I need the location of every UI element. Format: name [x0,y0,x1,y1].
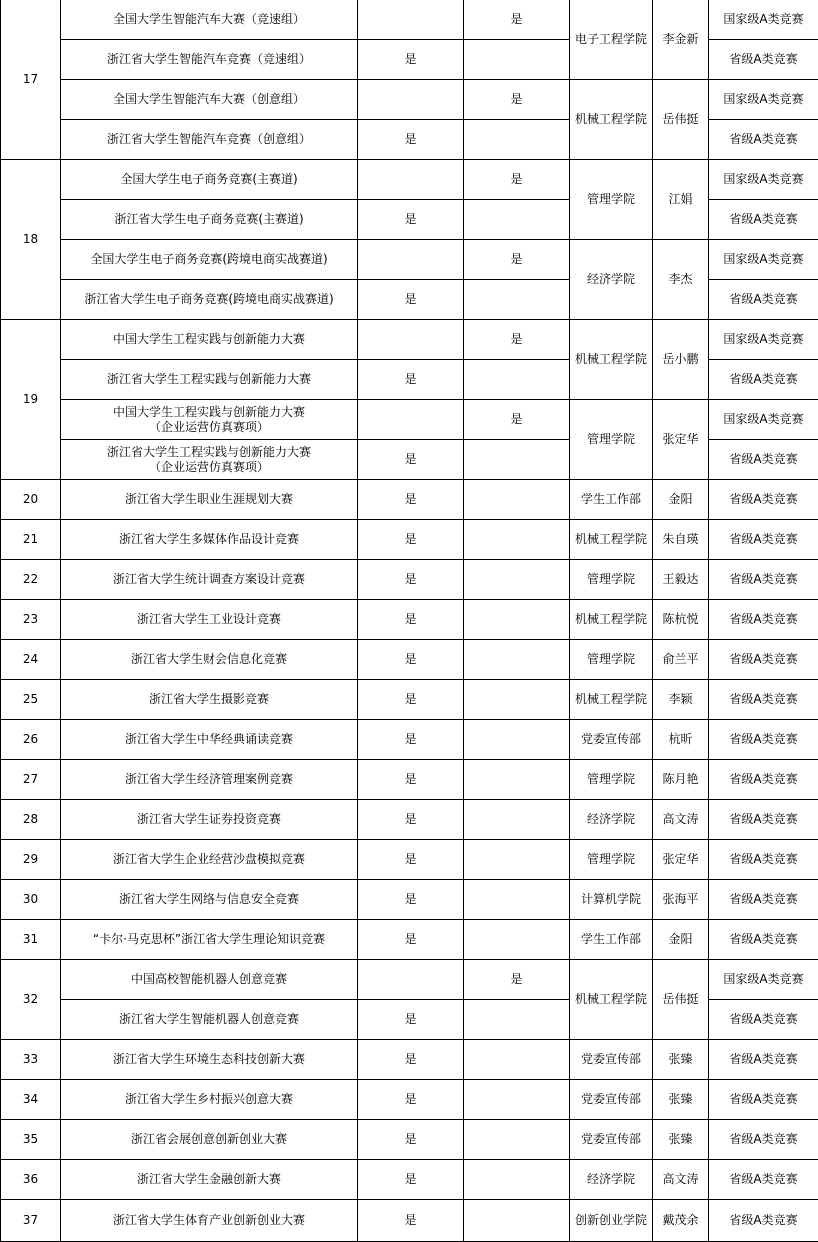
table-row [1,720,818,760]
competition-level: 国家级A类竞赛 [709,400,818,440]
competition-level: 省级A类竞赛 [709,640,818,680]
row-number: 20 [1,480,61,520]
competition-name: 浙江省大学生环境生态科技创新大赛 [61,1040,358,1080]
row-number: 37 [1,1200,61,1242]
table-row [1,1160,818,1200]
provincial-mark: 是 [358,120,464,160]
national-mark [464,840,570,880]
competition-name: 全国大学生智能汽车大赛（创意组） [61,80,358,120]
competition-level: 省级A类竞赛 [709,800,818,840]
provincial-mark: 是 [358,1200,464,1242]
person-in-charge: 岳伟挺 [653,80,709,160]
provincial-mark: 是 [358,200,464,240]
national-mark [464,920,570,960]
provincial-mark: 是 [358,40,464,80]
competition-name: 浙江省大学生网络与信息安全竞赛 [61,880,358,920]
provincial-mark: 是 [358,920,464,960]
competition-name: 中国大学生工程实践与创新能力大赛 （企业运营仿真赛项） [61,400,358,440]
competition-name: 浙江省大学生电子商务竞赛(主赛道) [61,200,358,240]
person-in-charge: 张臻 [653,1120,709,1160]
provincial-mark: 是 [358,840,464,880]
row-number: 18 [1,160,61,320]
table-row [1,1120,818,1160]
provincial-mark: 是 [358,1080,464,1120]
row-number: 22 [1,560,61,600]
provincial-mark: 是 [358,760,464,800]
national-mark: 是 [464,240,570,280]
table-row [1,320,818,360]
table-row [1,1200,818,1242]
organizing-unit: 管理学院 [570,840,653,880]
table-row [1,520,818,560]
competition-level: 省级A类竞赛 [709,1000,818,1040]
competition-level: 省级A类竞赛 [709,1120,818,1160]
competition-level: 国家级A类竞赛 [709,960,818,1000]
provincial-mark: 是 [358,440,464,480]
competition-level: 省级A类竞赛 [709,840,818,880]
person-in-charge: 陈月艳 [653,760,709,800]
competition-level: 国家级A类竞赛 [709,240,818,280]
provincial-mark: 是 [358,1000,464,1040]
competition-level: 省级A类竞赛 [709,1200,818,1242]
national-mark [464,440,570,480]
person-in-charge: 张定华 [653,400,709,480]
competition-name: 浙江省大学生企业经营沙盘模拟竞赛 [61,840,358,880]
table-row [1,0,818,40]
row-number: 29 [1,840,61,880]
competition-name: 浙江省大学生工业设计竞赛 [61,600,358,640]
competition-name: 浙江省大学生工程实践与创新能力大赛 [61,360,358,400]
table-row [1,600,818,640]
competition-name: 浙江省大学生证券投资竞赛 [61,800,358,840]
row-number: 19 [1,320,61,480]
competition-name: 浙江省大学生体育产业创新创业大赛 [61,1200,358,1242]
table-row [1,560,818,600]
competition-level: 省级A类竞赛 [709,560,818,600]
provincial-mark: 是 [358,720,464,760]
person-in-charge: 俞兰平 [653,640,709,680]
competition-name: 中国大学生工程实践与创新能力大赛 [61,320,358,360]
organizing-unit: 经济学院 [570,240,653,320]
competition-level: 省级A类竞赛 [709,480,818,520]
row-number: 24 [1,640,61,680]
provincial-mark [358,160,464,200]
competition-level: 省级A类竞赛 [709,120,818,160]
row-number: 35 [1,1120,61,1160]
competition-name: 浙江省会展创意创新创业大赛 [61,1120,358,1160]
organizing-unit: 党委宣传部 [570,1120,653,1160]
row-number: 36 [1,1160,61,1200]
competition-level: 省级A类竞赛 [709,280,818,320]
national-mark [464,640,570,680]
row-number: 21 [1,520,61,560]
organizing-unit: 计算机学院 [570,880,653,920]
person-in-charge: 张臻 [653,1040,709,1080]
row-number: 27 [1,760,61,800]
table-row [1,880,818,920]
competition-name: 浙江省大学生经济管理案例竞赛 [61,760,358,800]
person-in-charge: 张定华 [653,840,709,880]
organizing-unit: 机械工程学院 [570,520,653,560]
person-in-charge: 李金新 [653,0,709,80]
table-row [1,920,818,960]
person-in-charge: 高文涛 [653,800,709,840]
organizing-unit: 管理学院 [570,760,653,800]
person-in-charge: 陈杭悦 [653,600,709,640]
competition-name: 浙江省大学生工程实践与创新能力大赛 （企业运营仿真赛项） [61,440,358,480]
table-row [1,80,818,120]
table-row [1,160,818,200]
provincial-mark [358,240,464,280]
national-mark: 是 [464,80,570,120]
provincial-mark [358,80,464,120]
organizing-unit: 党委宣传部 [570,1080,653,1120]
competition-level: 省级A类竞赛 [709,1080,818,1120]
national-mark: 是 [464,0,570,40]
national-mark [464,680,570,720]
person-in-charge: 高文涛 [653,1160,709,1200]
national-mark: 是 [464,960,570,1000]
national-mark [464,200,570,240]
national-mark [464,520,570,560]
national-mark [464,1000,570,1040]
provincial-mark: 是 [358,480,464,520]
competition-name: 浙江省大学生电子商务竞赛(跨境电商实战赛道) [61,280,358,320]
competition-name: 浙江省大学生职业生涯规划大赛 [61,480,358,520]
national-mark [464,600,570,640]
competition-name: 浙江省大学生智能汽车竞赛（竞速组） [61,40,358,80]
organizing-unit: 创新创业学院 [570,1200,653,1242]
national-mark [464,560,570,600]
national-mark: 是 [464,400,570,440]
competition-table-body [1,0,818,1242]
competition-name: 浙江省大学生财会信息化竞赛 [61,640,358,680]
provincial-mark: 是 [358,600,464,640]
provincial-mark: 是 [358,1120,464,1160]
competition-name: 浙江省大学生金融创新大赛 [61,1160,358,1200]
organizing-unit: 管理学院 [570,640,653,680]
national-mark [464,40,570,80]
national-mark [464,800,570,840]
provincial-mark: 是 [358,520,464,560]
competition-level: 省级A类竞赛 [709,1160,818,1200]
competition-level: 国家级A类竞赛 [709,320,818,360]
person-in-charge: 岳伟挺 [653,960,709,1040]
person-in-charge: 金阳 [653,480,709,520]
national-mark [464,720,570,760]
provincial-mark: 是 [358,1040,464,1080]
competition-name: 浙江省大学生中华经典诵读竞赛 [61,720,358,760]
organizing-unit: 机械工程学院 [570,80,653,160]
competition-name: 全国大学生智能汽车大赛（竞速组） [61,0,358,40]
organizing-unit: 管理学院 [570,560,653,600]
competition-name: 浙江省大学生智能汽车竞赛（创意组） [61,120,358,160]
provincial-mark: 是 [358,1160,464,1200]
national-mark [464,280,570,320]
organizing-unit: 管理学院 [570,160,653,240]
provincial-mark [358,0,464,40]
table-row [1,1080,818,1120]
national-mark [464,1120,570,1160]
competition-level: 国家级A类竞赛 [709,80,818,120]
provincial-mark [358,960,464,1000]
competition-name: 浙江省大学生智能机器人创意竞赛 [61,1000,358,1040]
national-mark [464,1200,570,1242]
competition-name: 全国大学生电子商务竞赛(跨境电商实战赛道) [61,240,358,280]
organizing-unit: 党委宣传部 [570,720,653,760]
table-row [1,760,818,800]
person-in-charge: 李颖 [653,680,709,720]
competition-level: 省级A类竞赛 [709,920,818,960]
row-number: 28 [1,800,61,840]
national-mark [464,480,570,520]
national-mark [464,880,570,920]
row-number: 31 [1,920,61,960]
organizing-unit: 学生工作部 [570,480,653,520]
row-number: 26 [1,720,61,760]
organizing-unit: 机械工程学院 [570,960,653,1040]
organizing-unit: 机械工程学院 [570,680,653,720]
organizing-unit: 学生工作部 [570,920,653,960]
person-in-charge: 杭昕 [653,720,709,760]
row-number: 17 [1,0,61,160]
competition-level: 省级A类竞赛 [709,360,818,400]
competition-level: 省级A类竞赛 [709,720,818,760]
provincial-mark [358,400,464,440]
person-in-charge: 张臻 [653,1080,709,1120]
person-in-charge: 江娟 [653,160,709,240]
row-number: 32 [1,960,61,1040]
person-in-charge: 金阳 [653,920,709,960]
organizing-unit: 机械工程学院 [570,600,653,640]
national-mark [464,1080,570,1120]
table-row [1,400,818,440]
provincial-mark: 是 [358,680,464,720]
national-mark [464,760,570,800]
competition-level: 省级A类竞赛 [709,880,818,920]
competition-level: 国家级A类竞赛 [709,160,818,200]
national-mark [464,360,570,400]
table-row [1,1040,818,1080]
national-mark: 是 [464,320,570,360]
competition-level: 省级A类竞赛 [709,40,818,80]
competition-level: 省级A类竞赛 [709,600,818,640]
competition-level: 省级A类竞赛 [709,1040,818,1080]
organizing-unit: 经济学院 [570,800,653,840]
competition-name: 浙江省大学生多媒体作品设计竞赛 [61,520,358,560]
national-mark [464,1160,570,1200]
competition-name: 全国大学生电子商务竞赛(主赛道) [61,160,358,200]
organizing-unit: 经济学院 [570,1160,653,1200]
provincial-mark [358,320,464,360]
row-number: 23 [1,600,61,640]
competition-name: 浙江省大学生摄影竞赛 [61,680,358,720]
row-number: 34 [1,1080,61,1120]
competition-name: “卡尔·马克思杯”浙江省大学生理论知识竞赛 [61,920,358,960]
competition-level: 省级A类竞赛 [709,760,818,800]
national-mark: 是 [464,160,570,200]
table-row [1,960,818,1000]
national-mark [464,120,570,160]
person-in-charge: 朱自瑛 [653,520,709,560]
competition-name: 中国高校智能机器人创意竞赛 [61,960,358,1000]
competition-level: 省级A类竞赛 [709,440,818,480]
competition-level: 省级A类竞赛 [709,680,818,720]
provincial-mark: 是 [358,360,464,400]
person-in-charge: 张海平 [653,880,709,920]
table-row [1,840,818,880]
national-mark [464,1040,570,1080]
table-row [1,680,818,720]
provincial-mark: 是 [358,800,464,840]
table-row [1,240,818,280]
row-number: 33 [1,1040,61,1080]
person-in-charge: 戴茂余 [653,1200,709,1242]
competition-level: 省级A类竞赛 [709,200,818,240]
table-row [1,640,818,680]
organizing-unit: 电子工程学院 [570,0,653,80]
provincial-mark: 是 [358,880,464,920]
table-row [1,480,818,520]
competition-name: 浙江省大学生乡村振兴创意大赛 [61,1080,358,1120]
organizing-unit: 党委宣传部 [570,1040,653,1080]
table-row [1,800,818,840]
provincial-mark: 是 [358,560,464,600]
row-number: 30 [1,880,61,920]
row-number: 25 [1,680,61,720]
person-in-charge: 王毅达 [653,560,709,600]
person-in-charge: 岳小鹏 [653,320,709,400]
provincial-mark: 是 [358,640,464,680]
organizing-unit: 机械工程学院 [570,320,653,400]
competition-level: 省级A类竞赛 [709,520,818,560]
competition-level: 国家级A类竞赛 [709,0,818,40]
provincial-mark: 是 [358,280,464,320]
person-in-charge: 李杰 [653,240,709,320]
organizing-unit: 管理学院 [570,400,653,480]
competition-name: 浙江省大学生统计调查方案设计竞赛 [61,560,358,600]
